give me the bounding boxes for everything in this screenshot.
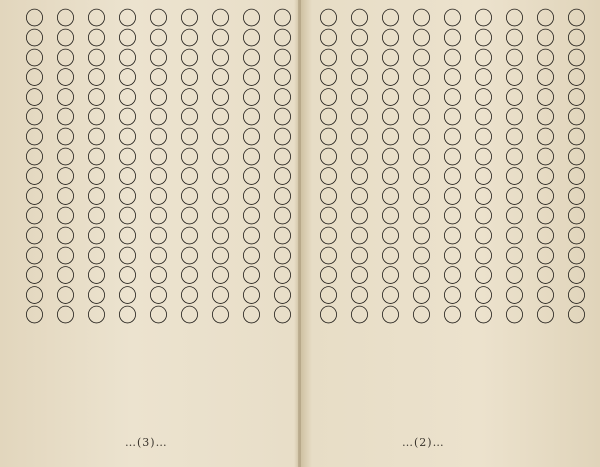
left-page (14, 8, 294, 418)
text-column: 〇〇〇〇〇〇〇〇〇〇〇〇〇〇〇〇 (316, 8, 338, 325)
text-column: 〇〇〇〇〇〇〇〇〇〇〇〇〇〇〇〇 (347, 8, 369, 325)
text-column: 〇〇〇〇〇〇〇〇〇〇〇〇〇〇〇〇 (471, 8, 493, 325)
text-column: 〇〇〇〇〇〇〇〇〇〇〇〇〇〇〇〇 (177, 8, 199, 325)
right-page (306, 8, 588, 418)
text-column: 〇〇〇〇〇〇〇〇〇〇〇〇〇〇〇〇 (146, 8, 168, 325)
text-column: 〇〇〇〇〇〇〇〇〇〇〇〇〇〇〇〇 (378, 8, 400, 325)
text-column: 〇〇〇〇〇〇〇〇〇〇〇〇〇〇〇〇 (115, 8, 137, 325)
text-column: 〇〇〇〇〇〇〇〇〇〇〇〇〇〇〇〇 (564, 8, 586, 325)
page-fold (298, 0, 301, 467)
page-number: …(3)… (125, 436, 168, 449)
text-column: 〇〇〇〇〇〇〇〇〇〇〇〇〇〇〇〇 (84, 8, 106, 325)
text-column: 〇〇〇〇〇〇〇〇〇〇〇〇〇〇〇〇 (440, 8, 462, 325)
text-column: 〇〇〇〇〇〇〇〇〇〇〇〇〇〇〇〇 (270, 8, 292, 325)
text-column: 〇〇〇〇〇〇〇〇〇〇〇〇〇〇〇〇 (502, 8, 524, 325)
text-column: 〇〇〇〇〇〇〇〇〇〇〇〇〇〇〇〇 (22, 8, 44, 325)
text-column: 〇〇〇〇〇〇〇〇〇〇〇〇〇〇〇〇 (208, 8, 230, 325)
text-column: 〇〇〇〇〇〇〇〇〇〇〇〇〇〇〇〇 (409, 8, 431, 325)
text-column: 〇〇〇〇〇〇〇〇〇〇〇〇〇〇〇〇 (533, 8, 555, 325)
page-number: …(2)… (402, 436, 445, 449)
text-column: 〇〇〇〇〇〇〇〇〇〇〇〇〇〇〇〇 (53, 8, 75, 325)
text-column: 〇〇〇〇〇〇〇〇〇〇〇〇〇〇〇〇 (239, 8, 261, 325)
